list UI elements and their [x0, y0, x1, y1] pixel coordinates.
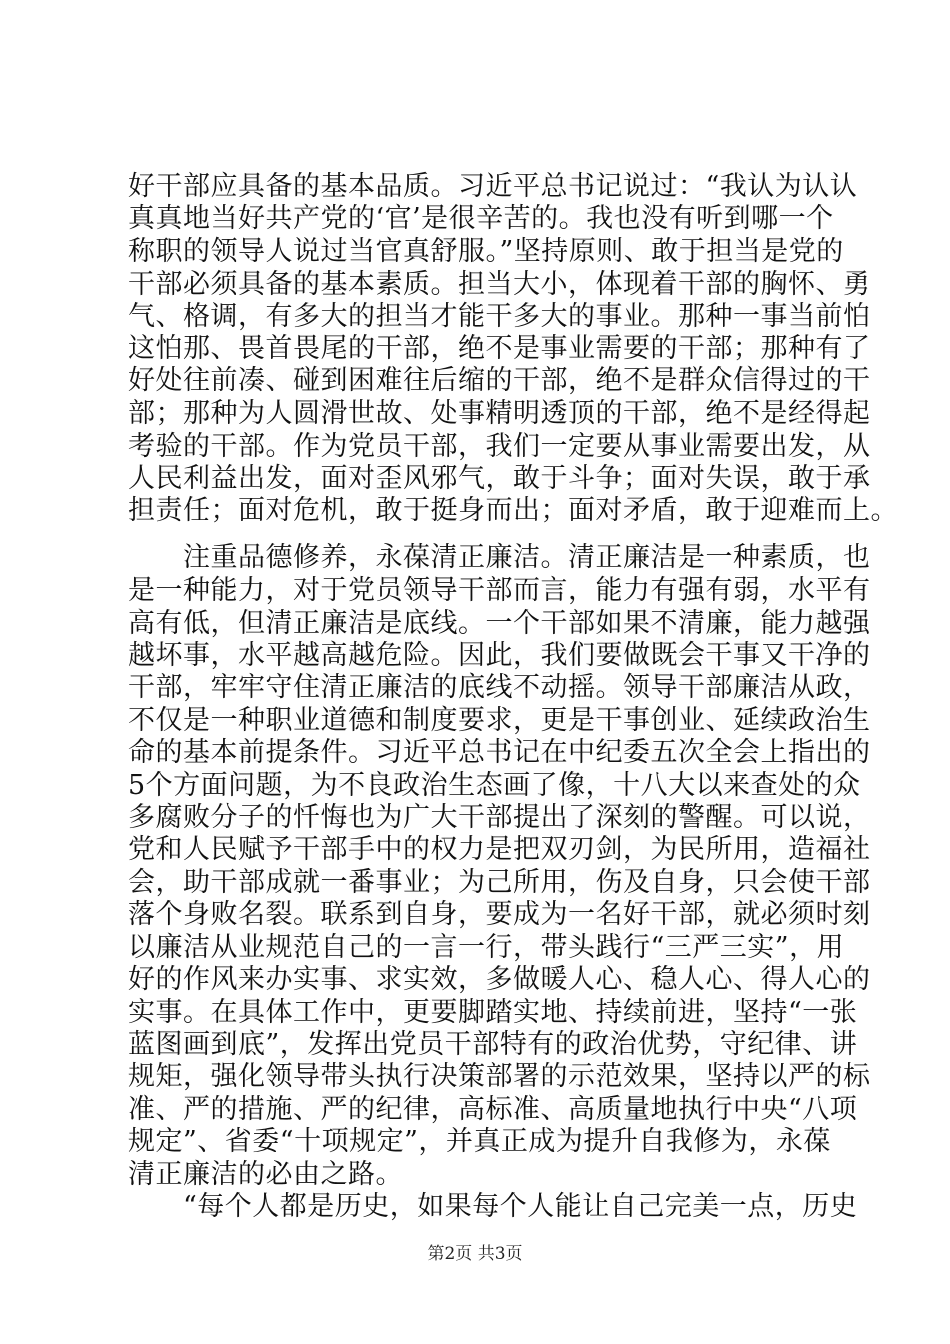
text-line: 部；那种为人圆滑世故、处事精明透顶的干部，绝不是经得起 — [128, 398, 871, 429]
text-line: 命的基本前提条件。习近平总书记在中纪委五次全会上指出的 — [128, 737, 871, 768]
text-line: 考验的干部。作为党员干部，我们一定要从事业需要出发，从 — [128, 431, 871, 462]
text-line: 好处往前凑、碰到困难往后缩的干部，绝不是群众信得过的干 — [128, 365, 871, 396]
text-line: 这怕那、畏首畏尾的干部，绝不是事业需要的干部；那种有了 — [128, 333, 871, 364]
text-line: 越坏事，水平越高越危险。因此，我们要做既会干事又干净的 — [128, 640, 871, 671]
text-line: 规定”、省委“十项规定”，并真正成为提升自我修为，永葆 — [128, 1126, 831, 1157]
text-line: 高有低，但清正廉洁是底线。一个干部如果不清廉，能力越强 — [128, 608, 871, 639]
text-line: 好的作风来办实事、求实效，多做暖人心、稳人心、得人心的 — [128, 964, 871, 995]
text-line: 规矩，强化领导带头执行决策部署的示范效果，坚持以严的标 — [128, 1061, 871, 1092]
text-line: 不仅是一种职业道德和制度要求，更是干事创业、延续政治生 — [128, 705, 871, 736]
text-line: 干部必须具备的基本素质。担当大小，体现着干部的胸怀、勇 — [128, 269, 871, 300]
text-line: 落个身败名裂。联系到自身，要成为一名好干部，就必须时刻 — [128, 899, 871, 930]
text-line: 担责任；面对危机，敢于挺身而出；面对矛盾，敢于迎难而上。 — [128, 495, 898, 526]
text-line: 注重品德修养，永葆清正廉洁。清正廉洁是一种素质，也 — [128, 542, 871, 573]
text-line: 干部，牢牢守住清正廉洁的底线不动摇。领导干部廉洁从政， — [128, 672, 871, 703]
text-line: 以廉洁从业规范自己的一言一行，带头践行“三严三实”，用 — [128, 932, 845, 963]
text-line: 气、格调，有多大的担当才能干多大的事业。那种一事当前怕 — [128, 301, 871, 332]
text-line: “每个人都是历史，如果每个人能让自己完美一点，历史 — [128, 1191, 858, 1222]
text-line: 好干部应具备的基本品质。习近平总书记说过：“我认为认认 — [128, 171, 858, 202]
text-line: 实事。在具体工作中，更要脚踏实地、持续前进，坚持“一张 — [128, 997, 858, 1028]
text-line: 蓝图画到底”，发挥出党员干部特有的政治优势，守纪律、讲 — [128, 1029, 858, 1060]
page-footer: 第2页 共3页 — [427, 1244, 523, 1264]
text-line: 会，助干部成就一番事业；为己所用，伤及自身，只会使干部 — [128, 867, 871, 898]
text-line: 5个方面问题，为不良政治生态画了像，十八大以来查处的众 — [128, 770, 861, 801]
text-line: 称职的领导人说过当官真舒服。”坚持原则、敢于担当是党的 — [128, 236, 844, 267]
text-line: 准、严的措施、严的纪律，高标准、高质量地执行中央“八项 — [128, 1094, 858, 1125]
text-line: 是一种能力，对于党员领导干部而言，能力有强有弱，水平有 — [128, 575, 871, 606]
text-line: 党和人民赋予干部手中的权力是把双刃剑，为民所用，造福社 — [128, 834, 871, 865]
text-line: 多腐败分子的忏悔也为广大干部提出了深刻的警醒。可以说， — [128, 802, 871, 833]
text-line: 清正廉洁的必由之路。 — [128, 1159, 403, 1190]
text-line: 人民利益出发，面对歪风邪气，敢于斗争；面对失误，敢于承 — [128, 463, 871, 494]
text-line: 真真地当好共产党的‘官’是很辛苦的。我也没有听到哪一个 — [128, 203, 834, 234]
